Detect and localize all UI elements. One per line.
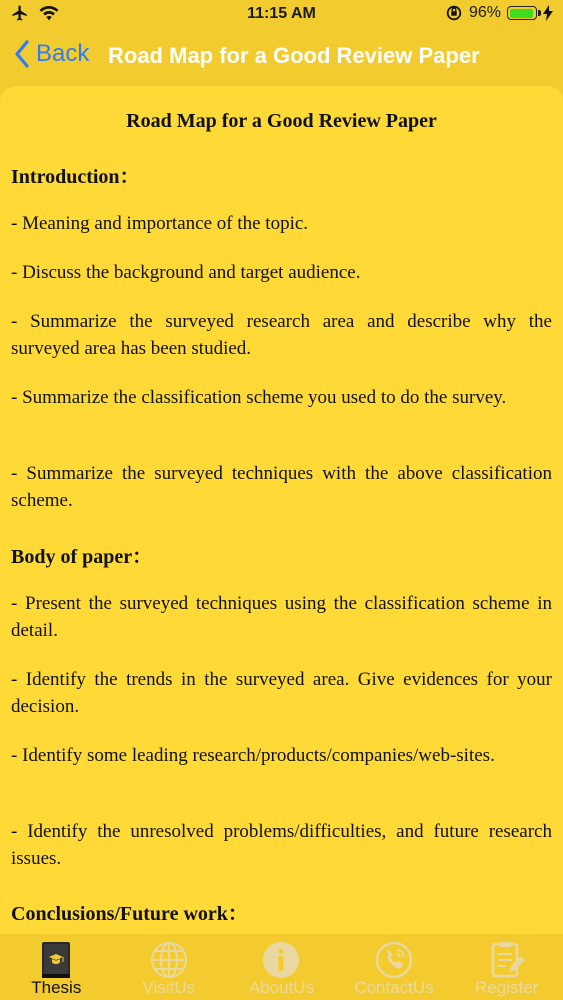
info-icon	[261, 940, 301, 980]
battery-icon	[507, 6, 537, 20]
back-label: Back	[36, 40, 90, 67]
chevron-left-icon	[14, 40, 30, 68]
tab-label: VisitUs	[142, 978, 196, 997]
tab-thesis[interactable]	[0, 934, 112, 1000]
tab-label: Register	[475, 978, 539, 997]
tab-contactus[interactable]	[338, 934, 450, 1000]
book-icon	[36, 940, 76, 980]
paragraph: - Identify the trends in the surveyed area. Give evidences for your decision.	[11, 669, 552, 717]
battery-fill	[510, 9, 533, 18]
orientation-lock-icon	[445, 4, 463, 22]
tab-register[interactable]	[451, 934, 563, 1000]
tab-label: AboutUs	[248, 978, 315, 997]
battery-tip	[538, 10, 541, 16]
tab-bar	[0, 934, 563, 1000]
paragraph: - Identify the unresolved problems/difficulties, and future research issues.	[11, 821, 552, 869]
paragraph: - Summarize the classification scheme you used to do the survey.	[11, 387, 507, 408]
section-heading-conclusions: Conclusions/Future work：	[11, 903, 248, 925]
back-button[interactable]	[14, 40, 89, 68]
paragraph: - Identify some leading research/products/companies/web-sites.	[11, 745, 495, 766]
globe-icon	[149, 940, 189, 980]
section-heading-body: Body of paper：	[11, 546, 153, 568]
battery-percent: 96%	[468, 4, 501, 21]
paragraph: - Present the surveyed techniques using the classification scheme in detail.	[11, 593, 552, 641]
content-panel[interactable]	[0, 86, 563, 934]
section-heading-introduction: Introduction：	[11, 166, 140, 188]
tab-aboutus[interactable]	[225, 934, 337, 1000]
document-title: Road Map for a Good Review Paper	[126, 110, 437, 132]
navigation-bar	[0, 30, 563, 86]
tab-visitus[interactable]	[113, 934, 225, 1000]
phone-icon	[374, 940, 414, 980]
status-bar	[0, 0, 563, 30]
paragraph: - Meaning and importance of the topic.	[11, 213, 309, 234]
status-right	[445, 4, 553, 22]
tab-label: Thesis	[31, 978, 82, 997]
register-icon	[487, 940, 527, 980]
status-time: 11:15 AM	[247, 5, 316, 22]
nav-title: Road Map for a Good Review Paper	[108, 43, 480, 68]
paragraph: - Discuss the background and target audience.	[11, 262, 361, 283]
charging-bolt-icon	[543, 5, 553, 21]
paragraph: - Summarize the surveyed research area and describe why the surveyed area has been studied.	[11, 311, 552, 359]
paragraph: - Summarize the surveyed techniques with the above classification scheme.	[11, 463, 552, 511]
tab-label: ContactUs	[354, 978, 434, 997]
